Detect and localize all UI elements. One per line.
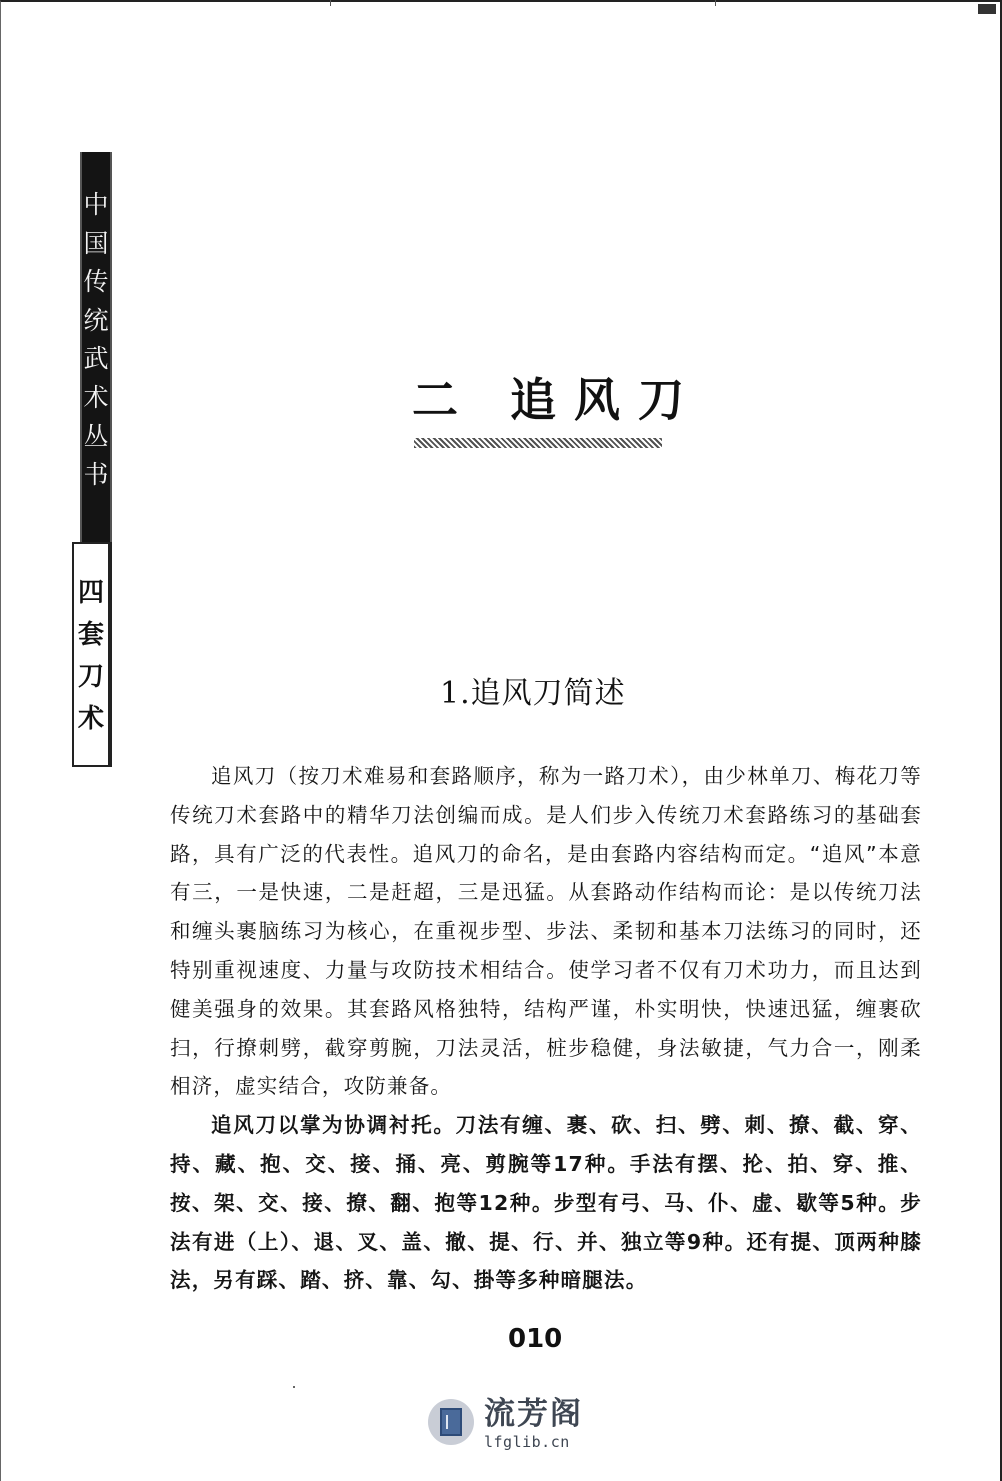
series-label-char: 统 — [83, 305, 109, 335]
body-text — [170, 757, 922, 1300]
watermark-name: 流芳阁 — [484, 1396, 583, 1432]
paragraph: 追风刀（按刀术难易和套路顺序，称为一路刀术），由少林单刀、梅花刀等传统刀术套路中的精华刀法创编而成。是人们步入传统刀术套路练习的基础套路，具有广泛的代表性。追风刀的命名，是由套路内容结构而定。“追风”本意有三，一是快速，二是赶超，三是迅猛。从套路动作结构而论：是以传统刀法和缠头裹脑练习为核心，在重视步型、步法、柔韧和基本刀法练习的同时，还特别重视速度、力量与攻防技术相结合。使学习者不仅有刀术功力，而且达到健美强身的效果。其套路风格独特，结构严谨，朴实明快，快速迅猛，缠裹砍扫，行撩刺劈，截穿剪腕，刀法灵活，桩步稳健，身法敏捷，气力合一，刚柔相济，虚实结合，攻防兼备。 — [170, 764, 922, 1099]
series-label-char: 传 — [83, 267, 109, 297]
series-label-char: 武 — [83, 344, 109, 374]
volume-label-box — [72, 542, 112, 767]
top-tick — [330, 0, 331, 6]
volume-label-char: 四 — [77, 578, 104, 608]
volume-label-char: 术 — [77, 704, 104, 734]
print-speck — [293, 1386, 295, 1388]
corner-mark — [978, 4, 996, 14]
volume-label-char: 刀 — [77, 662, 104, 692]
volume-label-char: 套 — [77, 620, 104, 650]
title-underline — [414, 438, 662, 448]
series-label-char: 书 — [83, 460, 109, 490]
page-number: 010 — [508, 1324, 563, 1354]
paragraph: 追风刀以掌为协调衬托。刀法有缠、裹、砍、扫、劈、刺、撩、截、穿、持、藏、抱、交、接、捅、亮、剪腕等17种。手法有摆、抡、拍、穿、推、按、架、交、接、撩、翻、抱等12种。步型有弓、马、仆、虚、歇等5种。步法有进（上）、退、叉、盖、撤、提、行、并、独立等9种。还有提、顶两种膝法，另有踩、踏、挤、靠、勾、掛等多种暗腿法。 — [170, 1113, 922, 1293]
book-icon — [440, 1408, 462, 1436]
watermark-logo — [428, 1399, 474, 1445]
series-label-char: 国 — [83, 228, 109, 258]
series-label-band — [80, 152, 112, 542]
section-heading: 1.追风刀简述 — [440, 676, 626, 711]
top-tick — [715, 0, 716, 6]
watermark-url: lfglib.cn — [484, 1433, 570, 1451]
series-label-char: 术 — [83, 382, 109, 412]
series-label-char: 中 — [83, 190, 109, 219]
series-label-char: 丛 — [83, 421, 109, 451]
chapter-title: 二 追风刀 — [412, 373, 703, 427]
